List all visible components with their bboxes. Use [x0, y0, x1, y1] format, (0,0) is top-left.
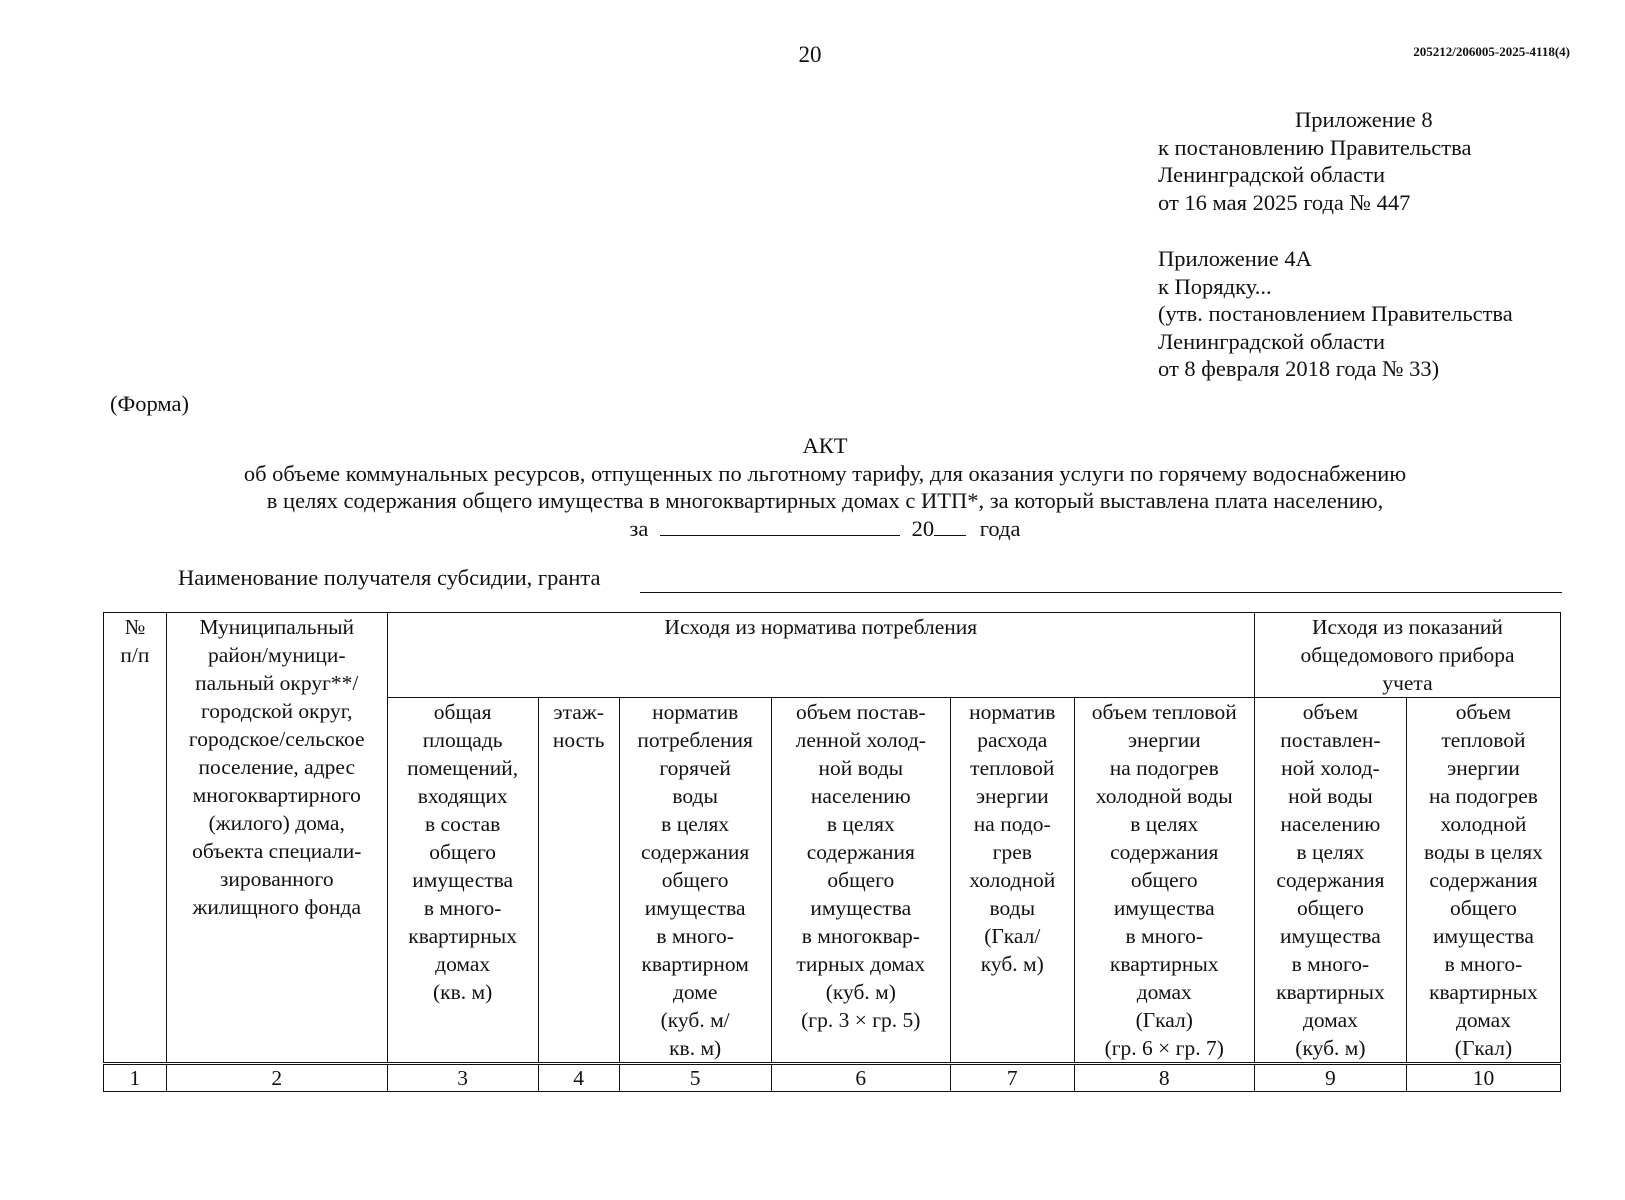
appendix-4a-line: от 8 февраля 2018 года № 33) — [1158, 356, 1440, 381]
act-heading: АКТ — [802, 433, 848, 458]
col-heat-volume-header: объем тепловой энергии на подогрев холодной воды в целях содержания общего имущества в много- квартирных домах (Гкал) (гр. 6 × гр. 7) — [1074, 698, 1254, 1064]
appendix-8-line: от 16 мая 2025 года № 447 — [1158, 189, 1411, 215]
year-blank[interactable] — [934, 515, 966, 536]
period-year: 20 — [911, 515, 935, 541]
period-blank[interactable] — [660, 515, 900, 536]
act-title-block — [160, 432, 1490, 542]
column-number: 2 — [166, 1064, 387, 1092]
act-title-line: об объеме коммунальных ресурсов, отпущенных по льготному тарифу, для оказания услуги по горячему водоснабжению — [243, 460, 1407, 486]
column-number: 3 — [387, 1064, 538, 1092]
col-meter-heat-header: объем тепловой энергии на подогрев холодной воды в целях содержания общего имущества в много- квартирных домах (Гкал) — [1406, 698, 1560, 1064]
document-code: 205212/206005-2025-4118(4) — [1413, 44, 1570, 59]
act-title-line: в целях содержания общего имущества в многоквартирных домах с ИТП*, за который выставлена плата населению, — [266, 488, 1384, 513]
form-label: (Форма) — [110, 391, 189, 416]
act-table — [103, 612, 1561, 1092]
act-period-line — [160, 515, 1490, 543]
col-cold-water-volume-header: объем постав- ленной холод- ной воды населению в целях содержания общего имущества в многоквар- тирных домах (куб. м) (гр. 3 × гр. 5) — [771, 698, 950, 1064]
appendix-4a-block — [1158, 245, 1513, 383]
group-norm-header: Исходя из норматива потребления — [387, 613, 1254, 698]
col-area-header: общая площадь помещений, входящих в состав общего имущества в много- квартирных домах (кв. м) — [387, 698, 538, 1064]
column-number: 10 — [1406, 1064, 1560, 1092]
appendix-8-line: к постановлению Правительства — [1158, 134, 1472, 160]
appendix-4a-title: Приложение 4А — [1158, 246, 1312, 271]
recipient-label: Наименование получателя субсидии, гранта — [178, 565, 601, 590]
column-number: 5 — [619, 1064, 771, 1092]
column-number: 6 — [771, 1064, 950, 1092]
col-hot-water-norm-header: норматив потребления горячей воды в целях содержания общего имущества в много- квартирном доме (куб. м/ кв. м) — [619, 698, 771, 1064]
appendix-4a-line: Ленинградской области — [1158, 328, 1386, 354]
column-number: 1 — [104, 1064, 167, 1092]
column-number: 7 — [950, 1064, 1074, 1092]
appendix-4a-line: к Порядку... — [1158, 273, 1272, 299]
column-number: 8 — [1074, 1064, 1254, 1092]
column-number: 9 — [1254, 1064, 1406, 1092]
col-heat-norm-header: норматив расхода тепловой энергии на подо- грев холодной воды (Гкал/ куб. м) — [950, 698, 1074, 1064]
period-suffix: года — [979, 515, 1021, 541]
appendix-8-block — [1158, 106, 1471, 216]
recipient-blank[interactable] — [640, 592, 1562, 593]
col-municipality-header: Муниципальный район/муници- пальный округ**/ городской округ, городское/сельское поселение, адрес многоквартирного (жилого) дома, объекта специали- зированного жилищного фонда — [166, 613, 387, 1064]
appendix-8-line: Ленинградской области — [1158, 162, 1386, 187]
column-number: 4 — [538, 1064, 619, 1092]
col-meter-cold-water-header: объем поставлен- ной холод- ной воды населению в целях содержания общего имущества в много- квартирных домах (куб. м) — [1254, 698, 1406, 1064]
group-meter-header: Исходя из показаний общедомового прибора учета — [1254, 613, 1560, 698]
col-floors-header: этаж- ность — [538, 698, 619, 1064]
col-number-header: № п/п — [104, 613, 167, 1064]
appendix-4a-line: (утв. постановлением Правительства — [1158, 301, 1513, 326]
appendix-8-title: Приложение 8 — [1295, 107, 1433, 132]
page-number: 20 — [798, 42, 822, 67]
period-prefix: за — [629, 515, 649, 541]
